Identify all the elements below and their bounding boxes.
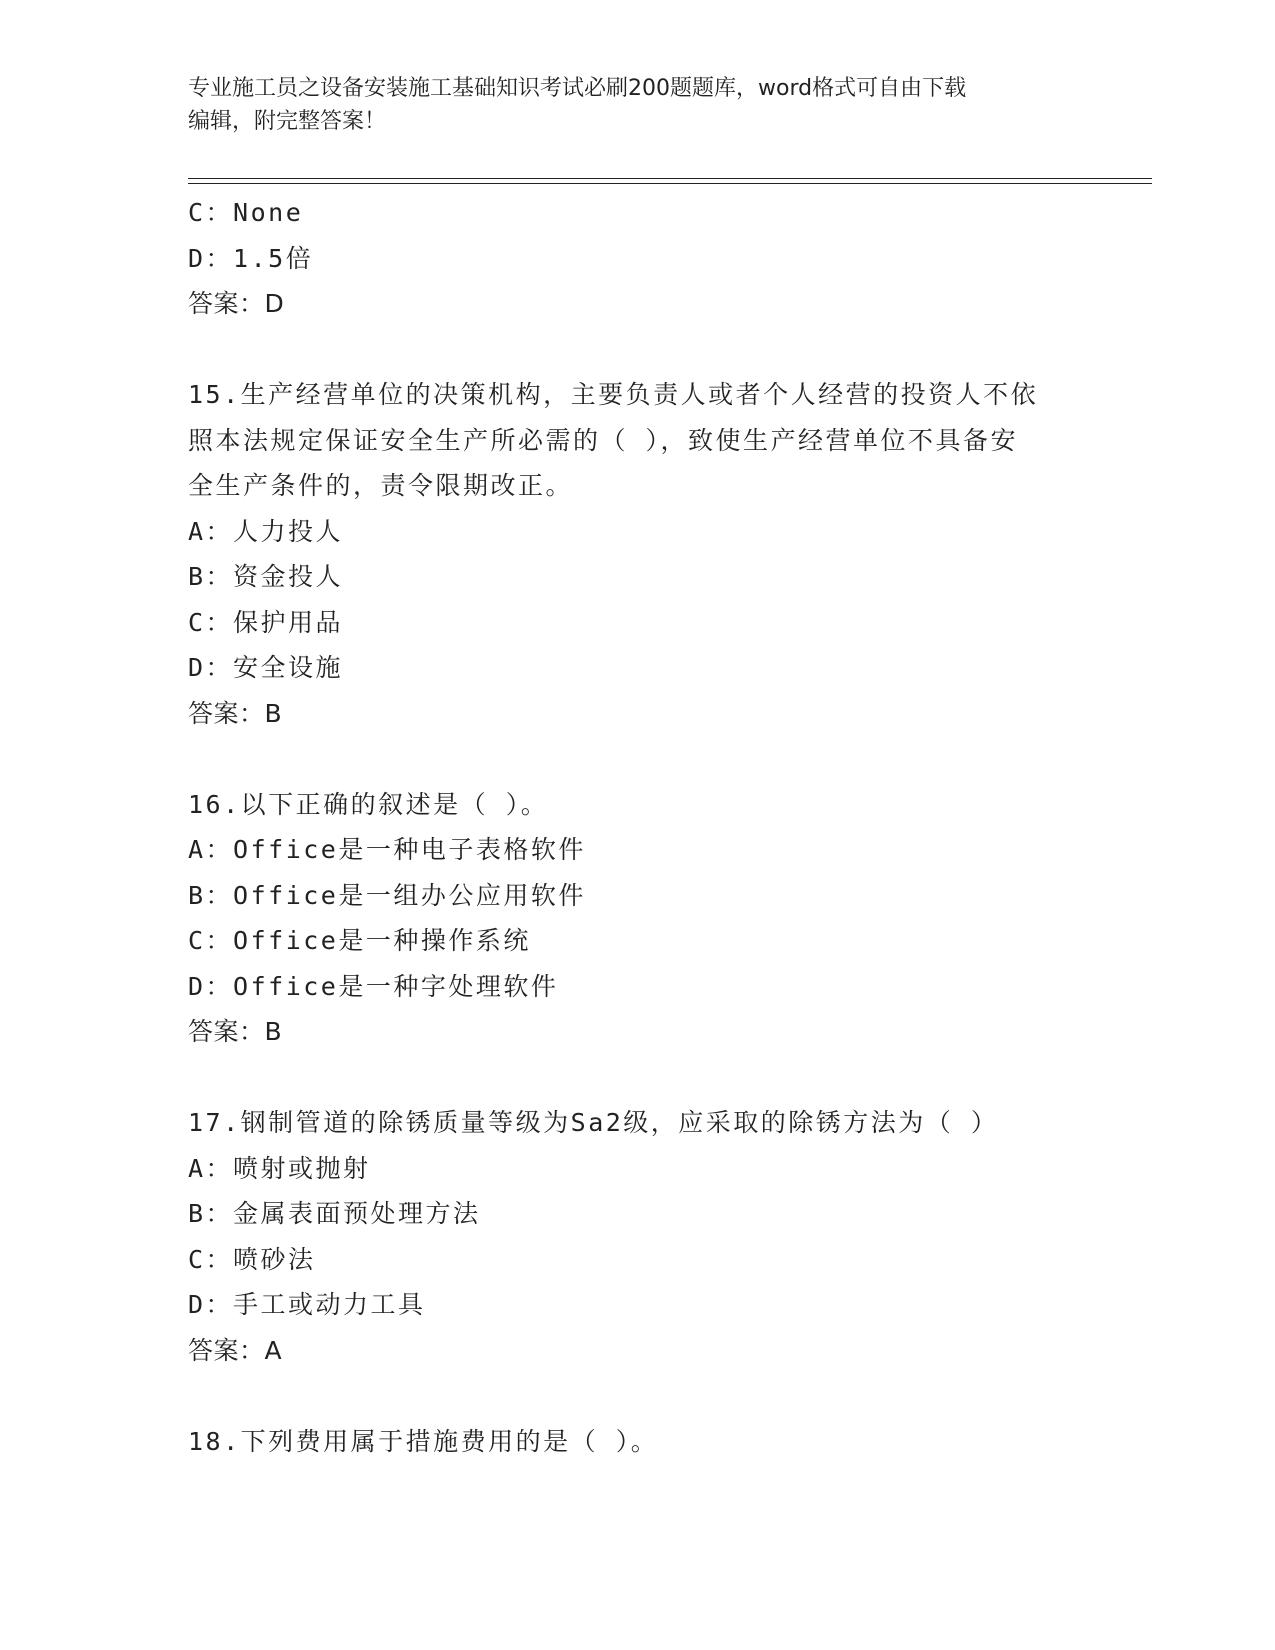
header-divider-bottom: [188, 183, 1152, 184]
question-stem-line-2: 照本法规定保证安全生产所必需的（ ），致使生产经营单位不具备安: [188, 425, 1019, 455]
question-stem-line-1: 16.以下正确的叙述是（ ）。: [188, 789, 549, 819]
option-b: B：金属表面预处理方法: [188, 1199, 481, 1228]
spacer: [188, 736, 1088, 782]
question-previous: [188, 190, 1088, 327]
spacer: [188, 327, 1088, 373]
question-stem-line-1: 17.钢制管道的除锈质量等级为Sa2级，应采取的除锈方法为（ ）: [188, 1108, 999, 1137]
question-15: [188, 372, 1088, 736]
option-a: A：Office是一种电子表格软件: [188, 835, 586, 864]
answer-line: 答案：B: [188, 698, 283, 728]
option-d: D：手工或动力工具: [188, 1290, 426, 1319]
option-c: C：保护用品: [188, 607, 344, 637]
option-c: C：None: [188, 198, 304, 227]
option-b: B：Office是一组办公应用软件: [188, 880, 586, 910]
option-a: A：喷射或抛射: [188, 1153, 371, 1183]
question-stem-line-1: 15.生产经营单位的决策机构，主要负责人或者个人经营的投资人不依: [188, 380, 1039, 409]
option-b: B：资金投人: [188, 562, 344, 591]
question-16: [188, 782, 1088, 1055]
option-c: C：喷砂法: [188, 1244, 316, 1274]
question-stem-line-3: 全生产条件的，责令限期改正。: [188, 471, 574, 500]
option-d: D：安全设施: [188, 653, 344, 682]
answer-line: 答案：A: [188, 1335, 283, 1365]
option-d: D：Office是一种字处理软件: [188, 971, 559, 1001]
answer-line: 答案：D: [188, 289, 285, 318]
spacer: [188, 1373, 1088, 1419]
question-stem-line-1: 18.下列费用属于措施费用的是（ ）。: [188, 1426, 659, 1456]
option-d: D：1.5倍: [188, 243, 314, 273]
header-title-line-1: 专业施工员之设备安装施工基础知识考试必刷200题题库，word格式可自由下载: [188, 76, 967, 101]
page-header: [188, 72, 1088, 138]
option-c: C：Office是一种操作系统: [188, 926, 531, 955]
header-divider-top: [188, 178, 1152, 179]
spacer: [188, 1055, 1088, 1101]
header-title-line-2: 编辑，附完整答案！: [188, 109, 387, 134]
question-list: [188, 190, 1088, 1464]
question-18: [188, 1419, 1088, 1465]
option-a: A：人力投人: [188, 516, 344, 546]
answer-line: 答案：B: [188, 1017, 283, 1046]
question-17: [188, 1100, 1088, 1373]
